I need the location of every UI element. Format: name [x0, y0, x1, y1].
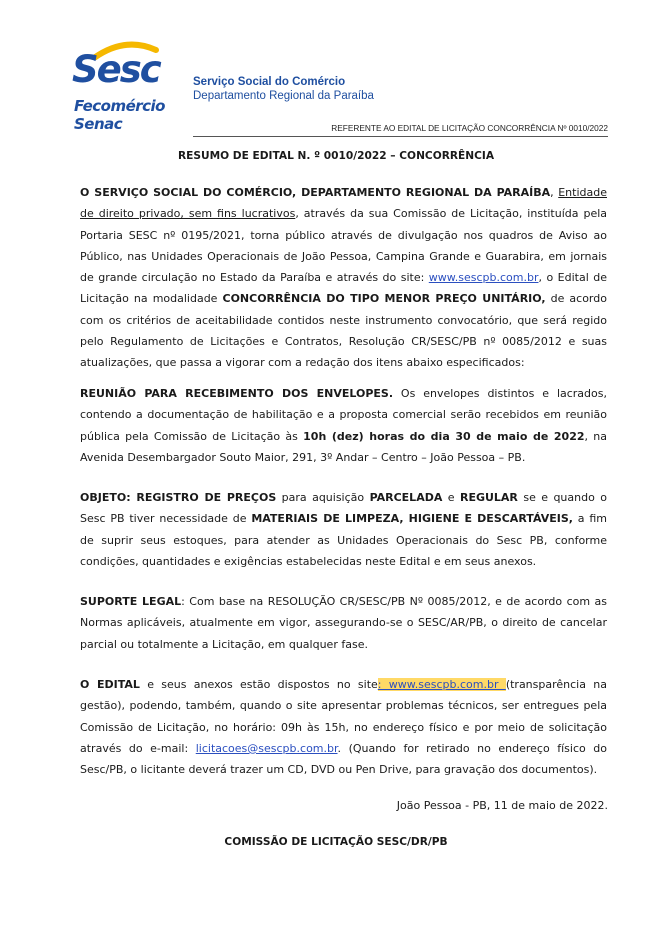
organization-bold: O SERVIÇO SOCIAL DO COMÉRCIO, DEPARTAMENTO REGIONAL DA PARAÍBA	[80, 186, 551, 199]
text-span: ,	[550, 186, 559, 199]
text-span: a fim de suprir seus estoques, para atender as Unidades Operacionais do Sesc PB, conforme condições, quantidades e exigências estabelecidas neste Edital e em seus anexos.	[80, 512, 607, 568]
text-span: , o Edital de Licitação na modalidade	[80, 271, 607, 306]
header-divider	[193, 136, 608, 137]
text-span: , na Avenida Desembargador Souto Maior, 291, 3º Andar – Centro – João Pessoa – PB.	[80, 429, 608, 464]
materials-bold: MATERIAIS DE LIMPEZA, HIGIENE E DESCARTÁVEIS,	[251, 512, 573, 526]
organization-name: Serviço Social do Comércio	[193, 76, 346, 88]
reference-line: REFERENTE AO EDITAL DE LICITAÇÃO CONCORRÊNCIA Nº 0010/2022	[331, 123, 608, 133]
edital-heading: O EDITAL	[80, 678, 140, 691]
logo-senac-text: Senac	[74, 115, 123, 133]
text-span: para aquisição	[276, 491, 370, 504]
legal-paragraph	[80, 591, 607, 655]
entity-type-underlined: Entidade de direito privado, sem fins lucrativos	[80, 186, 607, 221]
website-link[interactable]: www.sescpb.com.br	[428, 271, 539, 285]
meeting-heading: REUNIÃO PARA RECEBIMENTO DOS ENVELOPES.	[80, 387, 394, 400]
meeting-time: 10h (dez) horas do dia 30 de maio de 2022	[303, 429, 585, 443]
text-span: e	[442, 491, 460, 504]
document-title: RESUMO DE EDITAL N. º 0010/2022 – CONCORRÊNCIA	[177, 150, 495, 162]
text-span: : Com base na RESOLUÇÃO CR/SESC/PB Nº 0085/2012, e de acordo com as Normas aplicáveis, atualmente em vigor, assegurando-se o SESC/AR/PB, o direito de cancelar parcial ou totalmente a Licitação, em qualquer fase.	[80, 595, 607, 651]
sesc-logo	[70, 40, 190, 135]
intro-paragraph	[80, 182, 607, 374]
logo-fecomercio-text: Fecomércio	[74, 97, 165, 115]
email-link[interactable]: licitacoes@sescpb.com.br	[195, 741, 338, 755]
highlighted-website-link[interactable]: : www.sescpb.com.br	[377, 678, 506, 691]
document-date: João Pessoa - PB, 11 de maio de 2022.	[396, 799, 608, 812]
logo-brand-text: Sesc	[72, 48, 160, 91]
text-span: de acordo com os critérios de aceitabilidade contidos neste instrumento convocatório, que será regido pelo Regulamento de Licitações e Contratos, Resolução CR/SESC/PB nº 0085/2012 e suas atualizações, que passa a vigorar com a redação dos itens abaixo especificados:	[80, 292, 607, 370]
legal-heading: SUPORTE LEGAL	[80, 595, 182, 608]
text-span: se e quando o Sesc PB tiver necessidade de	[80, 491, 607, 526]
text-span: e seus anexos estão dispostos no site	[139, 678, 378, 691]
organization-department: Departamento Regional da Paraíba	[193, 90, 374, 102]
signature-line: COMISSÃO DE LICITAÇÃO SESC/DR/PB	[224, 836, 448, 848]
text-span: . (Quando for retirado no endereço físico do Sesc/PB, o licitante deverá trazer um CD, DVD ou Pen Drive, para gravação dos documentos).	[80, 741, 608, 777]
regular-bold: REGULAR	[459, 491, 518, 504]
text-span: (transparência na gestão), podendo, também, quando o site apresentar problemas técnicos, ser entregues pela Comissão de Licitação, no horário: 09h às 15h, no endereço físico e por meio de solicitação através do e-mail:	[80, 678, 607, 755]
modality-bold: CONCORRÊNCIA DO TIPO MENOR PREÇO UNITÁRIO,	[222, 292, 546, 306]
object-heading: OBJETO: REGISTRO DE PREÇOS	[80, 491, 277, 504]
meeting-paragraph	[80, 383, 607, 468]
text-span: , através da sua Comissão de Licitação, instituída pela Portaria SESC nº 0195/2021, torna público através de divulgação nos quadros de Aviso ao Público, nas Unidades Operacionais de João Pessoa, Campina Grande e Guarabira, em jornais de grande circulação no Estado da Paraíba e através do site:	[80, 207, 608, 285]
object-paragraph	[80, 487, 607, 572]
text-span: Os envelopes distintos e lacrados, contendo a documentação de habilitação e a proposta comercial serão recebidos em reunião pública pela Comissão de Licitação às	[80, 387, 607, 443]
edital-paragraph	[80, 674, 607, 780]
parcelada-bold: PARCELADA	[369, 491, 443, 504]
